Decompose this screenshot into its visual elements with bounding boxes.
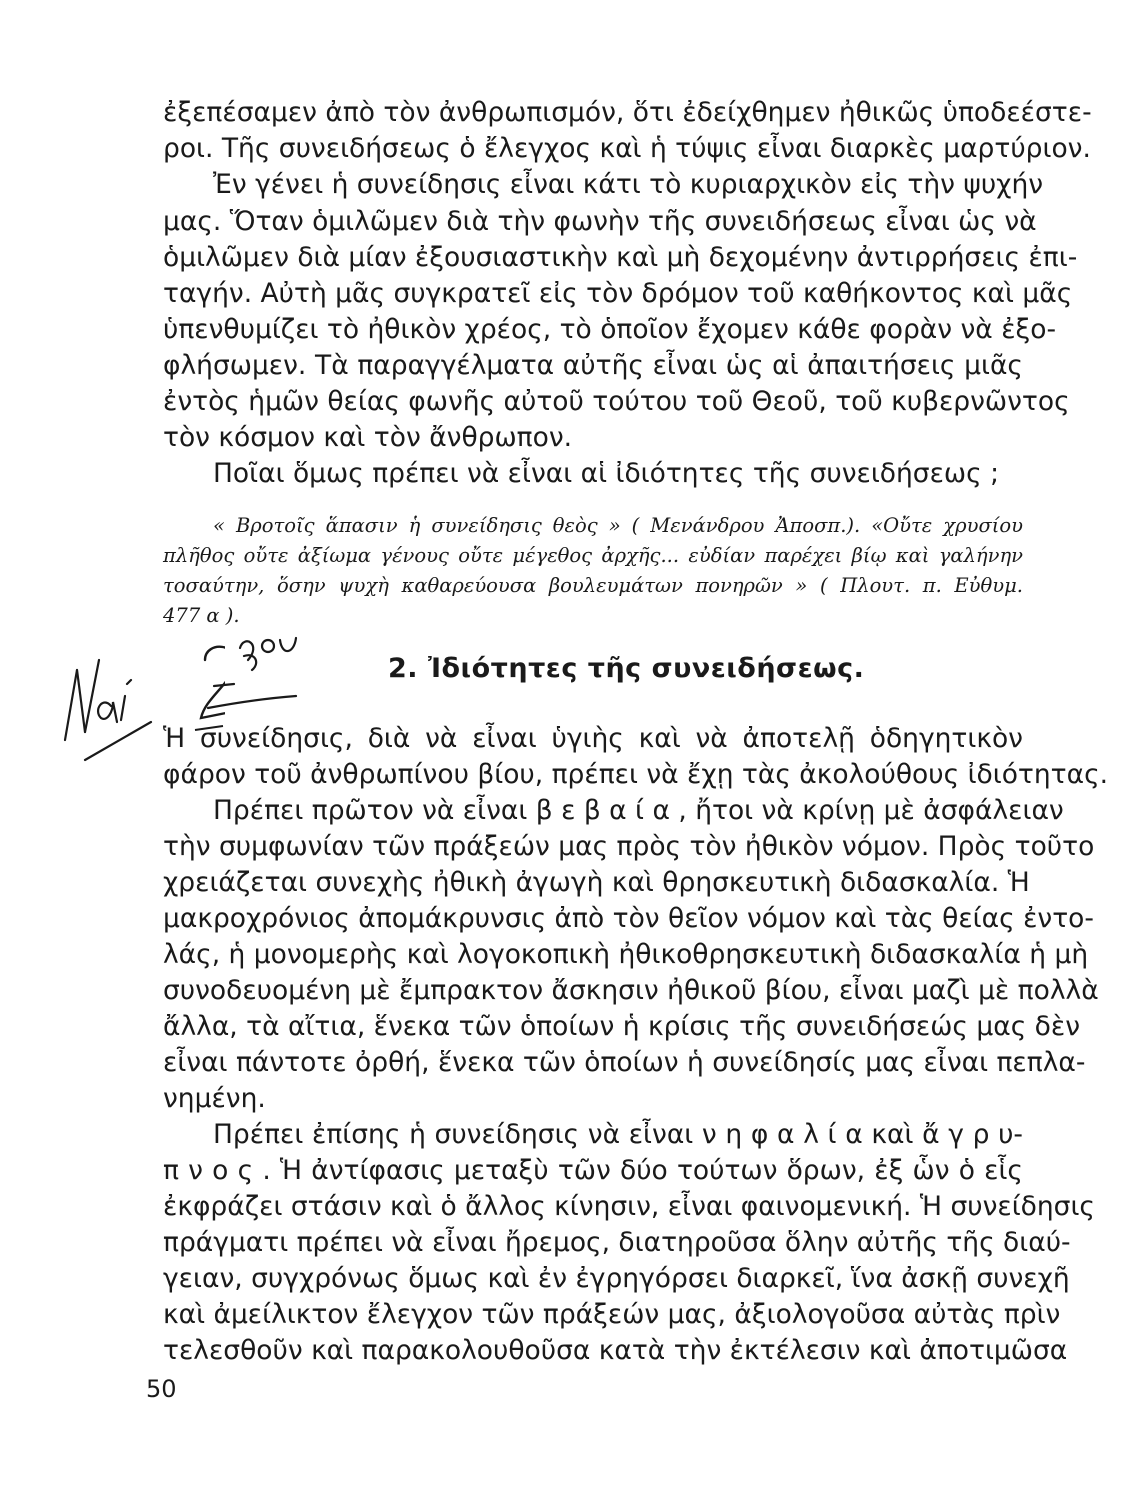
- quote-line: τοσαύτην, ὅσην ψυχὴ καθαρεύουσα βουλευμάτων πονηρῶν » ( Πλουτ. π. Εὐθυμ.: [163, 574, 1023, 597]
- text-line: πράγματι πρέπει νὰ εἶναι ἤρεμος, διατηροῦσα ὅλην αὐτῆς τῆς διαύ-: [163, 1227, 1071, 1258]
- text-line: ροι. Τῆς συνειδήσεως ὁ ἔλεγχος καὶ ἡ τύψις εἶναι διαρκὲς μαρτύριον.: [163, 133, 1091, 164]
- text-line: Πρέπει πρῶτον νὰ εἶναι β ε β α ί α , ἤτοι νὰ κρίνῃ μὲ ἀσφάλειαν: [213, 795, 1064, 826]
- quote-line: πλῆθος οὔτε ἀξίωμα γένους οὔτε μέγεθος ἀρχῆς... εὐδίαν παρέχει βίῳ καὶ γαλήνην: [163, 544, 1023, 567]
- text-line: καὶ ἀμείλικτον ἔλεγχον τῶν πράξεών μας, ἀξιολογοῦσα αὐτὰς πρὶν: [163, 1299, 1061, 1330]
- text-line: ὑπενθυμίζει τὸ ἠθικὸν χρέος, τὸ ὁποῖον ἔχομεν κάθε φορὰν νὰ ἐξο-: [163, 314, 1057, 345]
- text-line: Ἡ συνείδησις, διὰ νὰ εἶναι ὑγιὴς καὶ νὰ ἀποτελῇ ὁδηγητικὸν: [163, 723, 1023, 754]
- text-line: ὁμιλῶμεν διὰ μίαν ἐξουσιαστικὴν καὶ μὴ δεχομένην ἀντιρρήσεις ἐπι-: [163, 242, 1078, 273]
- text-line: μας. Ὅταν ὁμιλῶμεν διὰ τὴν φωνὴν τῆς συνειδήσεως εἶναι ὡς νὰ: [163, 206, 1037, 237]
- text-line: γειαν, συγχρόνως ὅμως καὶ ἐν ἐγρηγόρσει διαρκεῖ, ἵνα ἀσκῇ συνεχῆ: [163, 1263, 1070, 1294]
- page-number: 50: [146, 1375, 177, 1403]
- handwritten-number: [200, 630, 320, 720]
- text-line: χρειάζεται συνεχὴς ἠθικὴ ἀγωγὴ καὶ θρησκευτικὴ διδασκαλία. Ἡ: [163, 867, 1030, 898]
- text-line: τελεσθοῦν καὶ παρακολουθοῦσα κατὰ τὴν ἐκτέλεσιν καὶ ἀποτιμῶσα: [163, 1335, 1068, 1366]
- quote-line: « Βροτοῖς ἅπασιν ἡ συνείδησις θεὸς » ( Μενάνδρου Ἀποσπ.). «Οὔτε χρυσίου: [213, 514, 1023, 537]
- text-line: συνοδευομένη μὲ ἔμπρακτον ἄσκησιν ἠθικοῦ βίου, εἶναι μαζὶ μὲ πολλὰ: [163, 975, 1099, 1006]
- text-line: λάς, ἡ μονομερὴς καὶ λογοκοπικὴ ἠθικοθρησκευτικὴ διδασκαλία ἡ μὴ: [163, 939, 1089, 970]
- text-line: π ν ο ς . Ἡ ἀντίφασις μεταξὺ τῶν δύο τούτων ὅρων, ἐξ ὧν ὁ εἷς: [163, 1155, 1023, 1186]
- text-line: φάρον τοῦ ἀνθρωπίνου βίου, πρέπει νὰ ἔχῃ τὰς ἀκολούθους ἰδιότητας.: [163, 759, 1109, 790]
- text-line: ἐντὸς ἡμῶν θείας φωνῆς αὐτοῦ τούτου τοῦ Θεοῦ, τοῦ κυβερνῶντος: [163, 386, 1070, 417]
- text-line: Ἐν γένει ἡ συνείδησις εἶναι κάτι τὸ κυριαρχικὸν εἰς τὴν ψυχήν: [213, 169, 1044, 200]
- text-line: ταγήν. Αὐτὴ μᾶς συγκρατεῖ εἰς τὸν δρόμον τοῦ καθήκοντος καὶ μᾶς: [163, 278, 1073, 309]
- text-line: εἶναι πάντοτε ὀρθή, ἕνεκα τῶν ὁποίων ἡ συνείδησίς μας εἶναι πεπλα-: [163, 1047, 1086, 1078]
- text-line: Πρέπει ἐπίσης ἡ συνείδησις νὰ εἶναι ν η φ α λ ί α καὶ ἄ γ ρ υ-: [213, 1119, 1023, 1150]
- text-line: ἄλλα, τὰ αἴτια, ἕνεκα τῶν ὁποίων ἡ κρίσις τῆς συνειδήσεώς μας δὲν: [163, 1011, 1081, 1042]
- text-line: φλήσωμεν. Τὰ παραγγέλματα αὐτῆς εἶναι ὡς αἱ ἀπαιτήσεις μιᾶς: [163, 350, 1023, 381]
- text-line: μακροχρόνιος ἀπομάκρυνσις ἀπὸ τὸν θεῖον νόμον καὶ τὰς θείας ἐντο-: [163, 903, 1094, 934]
- text-line: Ποῖαι ὅμως πρέπει νὰ εἶναι αἱ ἰδιότητες τῆς συνειδήσεως ;: [213, 458, 1000, 489]
- text-line: ἐκφράζει στάσιν καὶ ὁ ἄλλος κίνησιν, εἶναι φαινομενική. Ἡ συνείδησις: [163, 1191, 1095, 1222]
- quote-line: 477 α ).: [163, 604, 240, 627]
- section-heading: 2. Ἰδιότητες τῆς συνειδήσεως.: [388, 653, 865, 684]
- text-line: ἐξεπέσαμεν ἀπὸ τὸν ἀνθρωπισμόν, ὅτι ἐδείχθημεν ἠθικῶς ὑποδεέστε-: [163, 97, 1092, 128]
- text-line: τὴν συμφωνίαν τῶν πράξεών μας πρὸς τὸν ἠθικὸν νόμον. Πρὸς τοῦτο: [163, 831, 1095, 862]
- text-line: τὸν κόσμον καὶ τὸν ἄνθρωπον.: [163, 422, 573, 453]
- text-line: νημένη.: [163, 1083, 266, 1114]
